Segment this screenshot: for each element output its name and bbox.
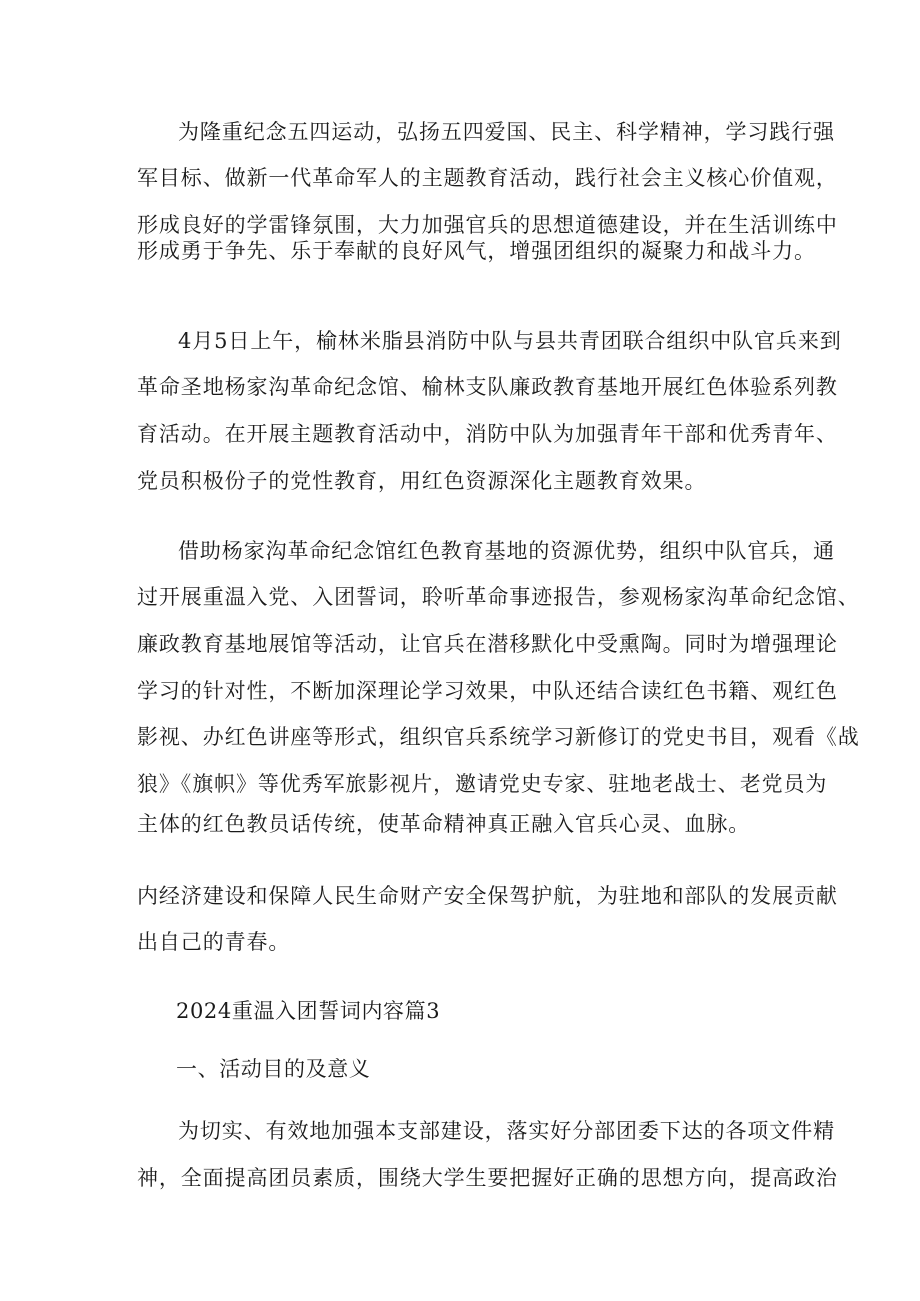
paragraph-2-line-4: 党员积极份子的党性教育，用红色资源深化主题教育效果。 xyxy=(137,469,707,493)
paragraph-4-line-1: 内经济建设和保障人民生命财产安全保驾护航，为驻地和部队的发展贡献 xyxy=(137,884,838,908)
paragraph-5-line-2: 神，全面提高团员素质，围绕大学生要把握好正确的思想方向，提高政治 xyxy=(137,1166,838,1190)
paragraph-1-line-4: 形成勇于争先、乐于奉献的良好风气，增强团组织的凝聚力和战斗力。 xyxy=(137,239,816,263)
paragraph-1-line-2: 军目标、做新一代革命军人的主题教育活动，践行社会主义核心价值观， xyxy=(137,166,838,190)
paragraph-3-line-5: 影视、办红色讲座等形式，组织官兵系统学习新修订的党史书目，观看《战 xyxy=(137,725,860,749)
paragraph-2-line-3: 育活动。在开展主题教育活动中，消防中队为加强青年干部和优秀青年、 xyxy=(137,422,838,446)
paragraph-3-line-1: 借助杨家沟革命纪念馆红色教育基地的资源优势，组织中队官兵，通 xyxy=(178,539,835,563)
subsection-title: 一、活动目的及意义 xyxy=(176,1057,371,1081)
paragraph-3-line-4: 学习的针对性，不断加深理论学习效果，中队还结合读红色书籍、观红色 xyxy=(137,679,838,703)
paragraph-3-line-3: 廉政教育基地展馆等活动，让官兵在潜移默化中受熏陶。同时为增强理论 xyxy=(137,632,838,656)
paragraph-1-line-3: 形成良好的学雷锋氛围，大力加强官兵的思想道德建设，并在生活训练中 xyxy=(137,213,838,237)
paragraph-1-line-1: 为隆重纪念五四运动，弘扬五四爱国、民主、科学精神，学习践行强 xyxy=(178,120,835,144)
paragraph-2-line-1: 4月5日上午，榆林米脂县消防中队与县共青团联合组织中队官兵来到 xyxy=(178,329,842,353)
paragraph-3-line-6: 狼》《旗帜》等优秀军旅影视片，邀请党史专家、驻地老战士、老党员为 xyxy=(137,772,828,796)
section-title: 2024重温入团誓词内容篇3 xyxy=(176,999,441,1023)
paragraph-3-line-7: 主体的红色教员话传统，使革命精神真正融入官兵心灵、血脉。 xyxy=(137,812,751,836)
paragraph-3-line-2: 过开展重温入党、入团誓词，聆听革命事迹报告，参观杨家沟革命纪念馆、 xyxy=(137,585,860,609)
paragraph-2-line-2: 革命圣地杨家沟革命纪念馆、榆林支队廉政教育基地开展红色体验系列教 xyxy=(137,375,838,399)
paragraph-5-line-1: 为切实、有效地加强本支部建设，落实好分部团委下达的各项文件精 xyxy=(178,1119,835,1143)
paragraph-4-line-2: 出自己的青春。 xyxy=(137,930,291,954)
